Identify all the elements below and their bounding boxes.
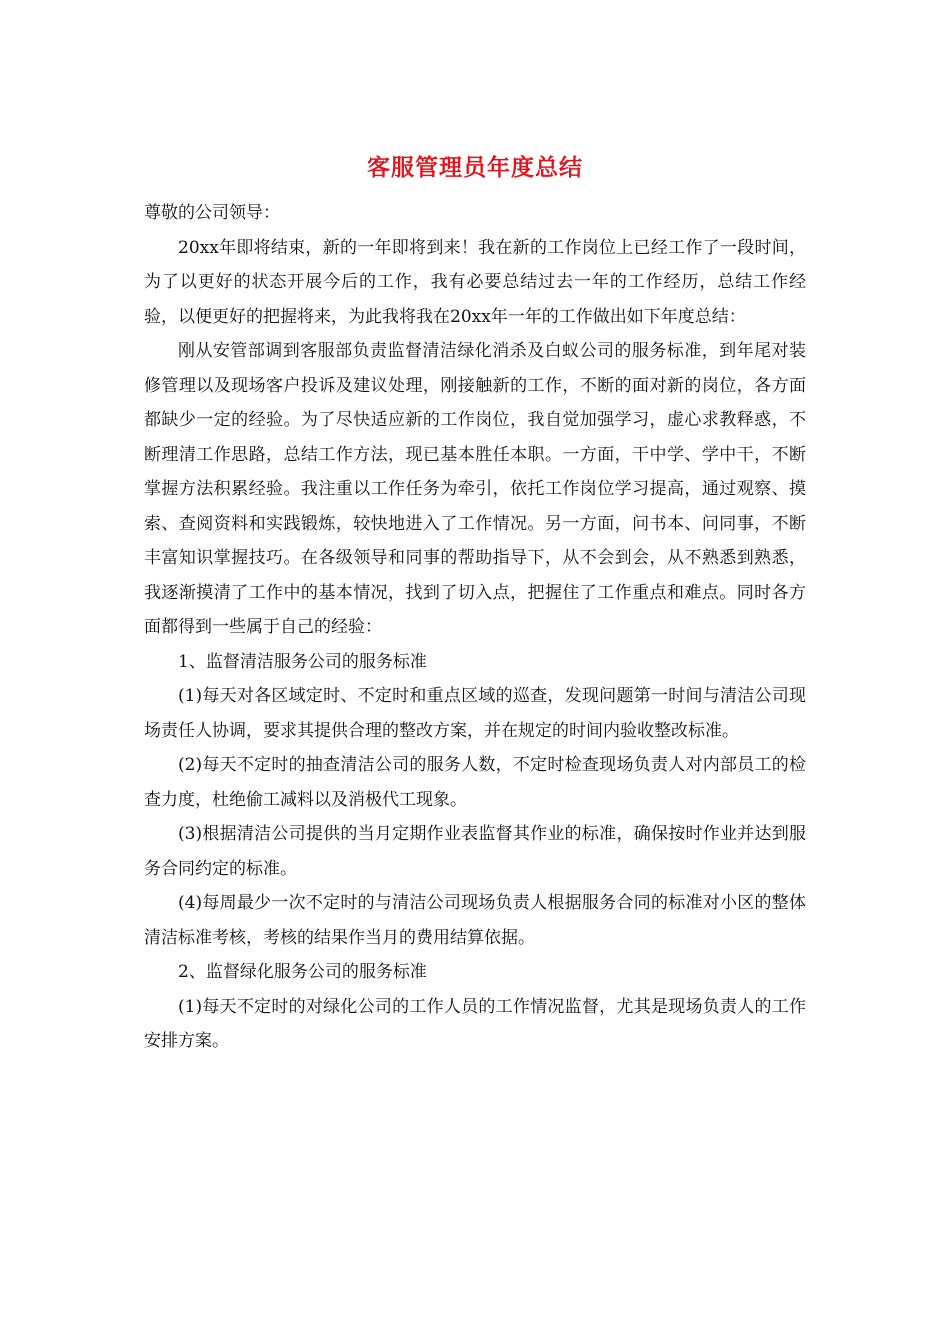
document-body (144, 196, 806, 1059)
salutation: 尊敬的公司领导： (144, 203, 280, 223)
list-item: (2)每天不定时的抽查清洁公司的服务人数，不定时检查现场负责人对内部员工的检查力度，杜绝偷工减料以及消极代工现象。 (144, 755, 806, 810)
list-item: (3)根据清洁公司提供的当月定期作业表监督其作业的标准，确保按时作业并达到服务合同约定的标准。 (144, 824, 806, 879)
document-title: 客服管理员年度总结 (367, 154, 583, 181)
section-heading-greening: 2、监督绿化服务公司的服务标准 (178, 962, 427, 982)
list-item: (4)每周最少一次不定时的与清洁公司现场负责人根据服务合同的标准对小区的整体清洁标准考核，考核的结果作当月的费用结算依据。 (144, 893, 806, 948)
section-heading-cleaning: 1、监督清洁服务公司的服务标准 (178, 651, 427, 672)
list-item: (1)每天不定时的对绿化公司的工作人员的工作情况监督，尤其是现场负责人的工作安排方案。 (144, 996, 806, 1051)
list-item: (1)每天对各区域定时、不定时和重点区域的巡查，发现问题第一时间与清洁公司现场责任人协调，要求其提供合理的整改方案，并在规定的时间内验收整改标准。 (144, 686, 806, 741)
paragraph-experience: 刚从安管部调到客服部负责监督清洁绿化消杀及白蚁公司的服务标准，到年尾对装修管理以及现场客户投诉及建议处理，刚接触新的工作，不断的面对新的岗位，各方面都缺少一定的经验。为了尽快适应新的工作岗位，我自觉加强学习，虚心求教释惑，不断理清工作思路，总结工作方法，现已基本胜任本职。一方面，干中学、学中干，不断掌握方法积累经验。我注重以工作任务为牵引，依托工作岗位学习提高，通过观察、摸索、查阅资料和实践锻炼，较快地进入了工作情况。另一方面，问书本、问同事，不断丰富知识掌握技巧。在各级领导和同事的帮助指导下，从不会到会，从不熟悉到熟悉，我逐渐摸清了工作中的基本情况，找到了切入点，把握住了工作重点和难点。同时各方面都得到一些属于自己的经验： (144, 341, 806, 637)
paragraph-intro: 20xx年即将结束，新的一年即将到来！我在新的工作岗位上已经工作了一段时间，为了以更好的状态开展今后的工作，我有必要总结过去一年的工作经历，总结工作经验，以便更好的把握将来，为此我将我在20xx年一年的工作做出如下年度总结： (144, 237, 806, 327)
